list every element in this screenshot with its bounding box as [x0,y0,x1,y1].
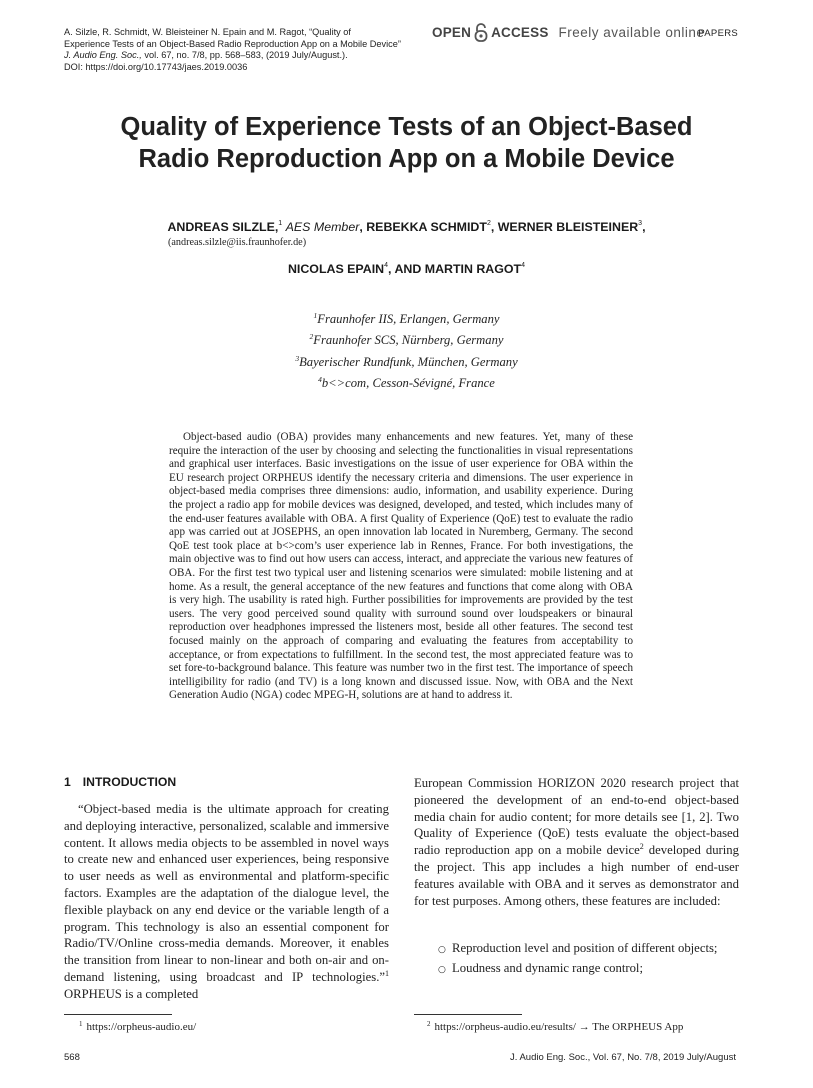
affiliation-text: b<>com, Cesson-Sévigné, France [321,375,495,390]
author-email: (andreas.silzle@iis.fraunhofer.de) [168,237,307,248]
citation-volume: vol. 67, no. 7/8, pp. 568–583, (2019 July/August.). [141,50,348,61]
author-affil-sup: 4 [384,262,389,269]
author-silzle: ANDREAS SILZLE, [167,220,279,234]
section-heading [64,775,176,789]
author-affil-sup: 2 [486,220,491,227]
section-number: 1 [64,775,71,789]
affiliation-text: Bayerischer Rundfunk, München, Germany [299,354,518,369]
affiliation-sup: 3 [295,353,300,363]
footnote-ref-1[interactable]: 1 [385,968,389,978]
footnote-1-link[interactable]: https://orpheus-audio.eu/ [86,1021,197,1033]
footnote-2 [427,1020,683,1033]
affiliation-1 [0,307,813,328]
affiliation-text: Fraunhofer SCS, Nürnberg, Germany [313,333,504,348]
intro-left-tail: ORPHEUS is a completed [64,986,199,1001]
doi-link[interactable]: DOI: https://doi.org/10.17743/jaes.2019.0036 [64,61,248,72]
list-item-text: Reproduction level and position of different objects; [452,941,718,955]
open-lock-icon [474,23,488,42]
footnote-sup: 1 [79,1020,83,1028]
author-epain: NICOLAS EPAIN [287,262,385,276]
open-access-badge [432,22,704,42]
footnote-2-text[interactable]: https://orpheus-audio.eu/results/ → The ORPHEUS App [434,1021,684,1033]
affiliation-sup: 4 [318,374,322,384]
affiliation-3 [0,350,813,371]
title-line-2: Radio Reproduction App on a Mobile Device [138,145,675,173]
affiliation-sup: 1 [313,311,318,320]
author-line-2 [0,262,813,276]
page-number: 568 [64,1052,80,1063]
intro-right-text-a: European Commission HORIZON 2020 research project that pioneered the development of an end-to-end object-based media chain for audio content; for more details see [1, 2]. Two Quality of Experience (QoE) tests evaluate the object-based radio reproduction app on a mobile device [414,776,739,858]
author-affil-sup: 1 [278,220,283,227]
journal-footer: J. Audio Eng. Soc., Vol. 67, No. 7/8, 2019 July/August [509,1052,736,1063]
affiliation-4 [0,371,813,392]
section-title: INTRODUCTION [82,775,177,789]
bullet-circle-icon: ○ [438,964,446,975]
list-item [438,940,717,960]
free-available-label: Freely available online [558,24,705,40]
affiliation-2 [0,328,813,349]
footnote-divider-left [64,1014,172,1015]
citation-block [64,27,444,73]
author-line-1 [0,220,813,234]
author-affil-sup: 4 [521,262,526,269]
citation-line-2: Experience Tests of an Object-Based Radio Reproduction App on a Mobile Device” [64,38,401,49]
intro-right-column [414,775,739,909]
author-schmidt: , REBEKKA SCHMIDT [359,220,487,234]
section-tag: PAPERS [698,28,738,39]
footnote-1 [79,1020,196,1033]
intro-left-column [64,801,389,1003]
list-item [438,960,717,980]
feature-list [438,940,717,979]
citation-journal: J. Audio Eng. Soc., [64,50,142,61]
intro-right-text-b: developed during the project. This app includes a high number of end-user features available with OBA and it serves as demonstrator and for test purposes. Among others, these features are included: [414,843,739,908]
author-role: AES Member [285,220,360,234]
list-item-text: Loudness and dynamic range control; [452,960,643,975]
footnote-sup: 2 [427,1020,431,1028]
author-ragot: , AND MARTIN RAGOT [388,262,522,276]
citation-line-1: A. Silzle, R. Schmidt, W. Bleisteiner N. Epain and M. Ragot, “Quality of [64,27,351,37]
affiliation-sup: 2 [309,332,314,342]
author-separator: , [642,220,646,234]
footnote-divider-right [414,1014,522,1015]
paper-title [40,111,773,175]
author-bleisteiner: , WERNER BLEISTEINER [490,220,639,234]
citation-line-3 [64,50,444,62]
abstract: Object-based audio (OBA) provides many enhancements and new features. Yet, many of these require the interaction of the user by choosing and selecting the functionalities in visual representations and graphical user interfaces. Basic investigations on the issue of user experience for OBA within the EU research project ORPHEUS identify the necessary criteria and dimensions. The user experience in object-based media comprises three dimensions: audio, information, and usability experience. During the project a radio app for mobile devices was designed, developed, and tested, which includes many of the end-user features available with OBA. A first Quality of Experience (QoE) test to evaluate the radio app was carried out at JOSEPHS, an open innovation lab located in Nuremberg, Germany. The second QoE test took place at b<>com’s user experience lab in Rennes, France. For both investigations, the main objective was to find out how users can access, interact, and appreciate the various new features of OBA. For the first test two typical user and listening scenarios were simulated: mobile listening and at home. As a result, the general acceptance of the new features and functions that come along with OBA is very high. The usability is rated high. Further possibilities for improvements are provided by the test users. The very good perceived sound quality with surround sound over loudspeakers or binaural reproduction over headphones impressed the listeners most, beside all other features. The second test focused mainly on the approach of comparing and evaluating the features from acceptability to acceptance, or from expectations to fulfillment. In the second test, the most appreciated feature was to set fore-to-background balance. This feature was number two in the first test. The importance of speech intelligibility for radio (and TV) is a long known and discussed issue. Now, with OBA and the Next Generation Audio (NGA) codec MPEG-H, solutions are at hand to address it. [169,431,633,702]
intro-quote: “Object-based media is the ultimate approach for creating and deploying interactive, personalized, scalable and immersive content. It allows media objects to be assembled in novel ways to create new and enhanced user experiences, being responsive to user needs as well as environmental and platform-specific factors. Examples are the adaptation of the dialogue level, the flexible playback on any end device or the variable length of a program. This technology is also an essential component for Radio/TV/Online cross-media demands. Moreover, it enables the transition from linear to non-linear and both on-air and on-demand listening, using broadcast and IP technologies.” [64,802,389,984]
author-affil-sup: 3 [638,220,643,227]
title-line-1: Quality of Experience Tests of an Object-Based [120,113,693,141]
footnote-ref-2[interactable]: 2 [639,842,644,852]
affiliation-text: Fraunhofer IIS, Erlangen, Germany [317,312,500,326]
access-label: ACCESS [491,24,549,40]
bullet-circle-icon: ○ [438,945,446,955]
affiliations [0,307,813,392]
open-label: OPEN [432,24,472,40]
